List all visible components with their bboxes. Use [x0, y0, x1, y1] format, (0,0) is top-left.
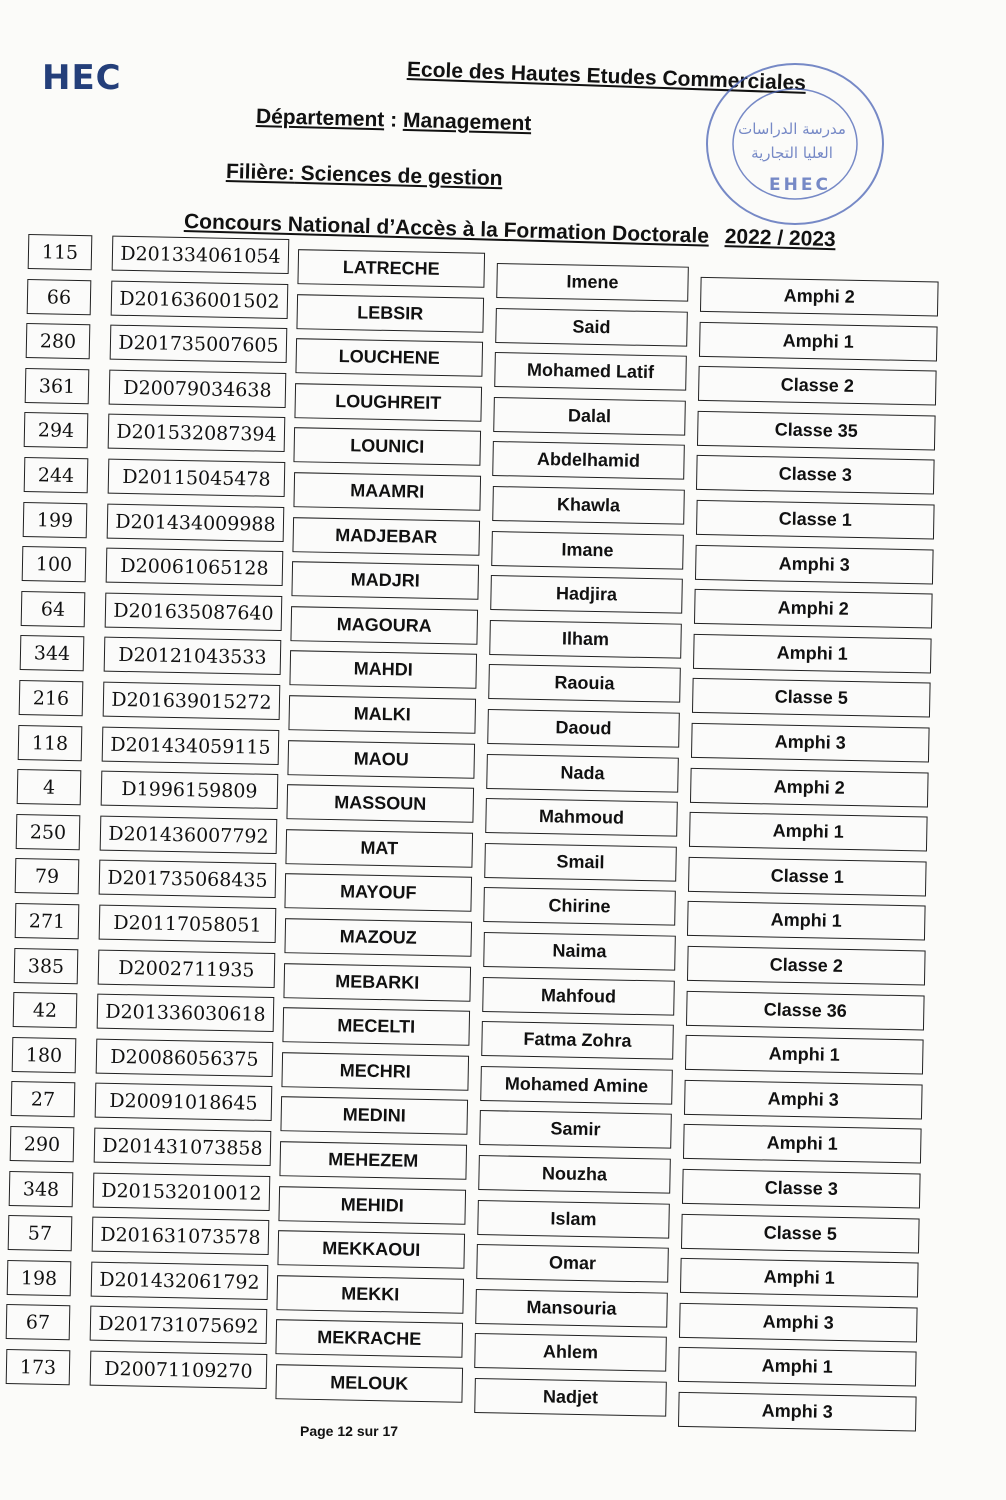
candidate-id: D20079034638	[109, 369, 287, 407]
candidate-number: 348	[9, 1171, 74, 1207]
exam-room: Classe 5	[692, 678, 931, 718]
exam-room: Classe 1	[688, 857, 927, 897]
candidate-first-name: Imane	[491, 531, 684, 570]
candidate-last-name: MEKRACHE	[276, 1320, 464, 1359]
candidate-id: D20086056375	[95, 1038, 273, 1076]
candidate-last-name: MECELTI	[282, 1007, 470, 1046]
candidate-id: D201635087640	[104, 592, 282, 630]
candidate-last-name: LOUCHENE	[296, 338, 484, 377]
candidate-number: 280	[26, 323, 91, 359]
candidate-number: 385	[13, 948, 78, 984]
candidate-first-name: Mahfoud	[482, 977, 675, 1016]
exam-room: Classe 3	[696, 455, 935, 495]
candidate-number: 173	[5, 1349, 70, 1385]
candidate-number: 244	[23, 457, 88, 493]
candidate-id: D201431073858	[94, 1128, 272, 1166]
school-name: Ecole des Hautes Etudes Commerciales	[406, 58, 807, 95]
exam-room: Classe 1	[695, 500, 934, 540]
candidate-last-name: MEKKAOUI	[278, 1230, 466, 1269]
candidate-last-name: LEBSIR	[297, 294, 485, 333]
candidate-first-name: Smail	[485, 843, 678, 882]
candidate-last-name: MADJRI	[291, 561, 479, 600]
exam-room: Amphi 3	[684, 1080, 923, 1120]
exam-room: Amphi 1	[683, 1124, 922, 1164]
candidate-first-name: Fatma Zohra	[481, 1021, 674, 1060]
academic-year: 2022 / 2023	[724, 225, 836, 252]
exam-room: Amphi 1	[687, 901, 926, 941]
candidate-id: D20115045478	[107, 459, 285, 497]
candidate-id: D20071109270	[89, 1351, 267, 1389]
exam-room: Classe 2	[698, 366, 937, 406]
exam-room: Classe 3	[682, 1169, 921, 1209]
stamp-line-3: EHEC	[769, 175, 831, 195]
exam-room: Amphi 1	[678, 1347, 917, 1387]
candidate-first-name: Said	[495, 308, 688, 347]
candidate-first-name: Chirine	[484, 887, 677, 926]
candidate-last-name: MALKI	[288, 695, 476, 734]
candidate-number: 66	[27, 279, 92, 315]
page-footer: Page 12 sur 17	[300, 1423, 399, 1439]
candidate-last-name: MEHEZEM	[279, 1141, 467, 1180]
exam-room: Amphi 2	[700, 277, 939, 317]
exam-room: Amphi 3	[679, 1303, 918, 1343]
candidate-first-name: Nada	[486, 754, 679, 793]
candidate-id: D20117058051	[98, 905, 276, 943]
candidate-id: D20061065128	[105, 548, 283, 586]
candidate-number: 57	[8, 1215, 73, 1251]
candidate-last-name: MEHIDI	[279, 1186, 467, 1225]
candidate-number: 4	[17, 769, 82, 805]
candidate-last-name: MAYOUF	[285, 874, 473, 913]
department-value: Management	[402, 108, 532, 136]
candidate-number: 361	[25, 368, 90, 404]
exam-room: Amphi 3	[677, 1392, 916, 1432]
candidate-first-name: Khawla	[492, 486, 685, 525]
stamp-line-2: العليا التجارية	[751, 144, 833, 162]
department-label: Département	[255, 105, 385, 132]
candidate-id: D201636001502	[111, 280, 289, 318]
candidate-id: D20091018645	[95, 1083, 273, 1121]
candidate-id: D201631073578	[92, 1217, 270, 1255]
exam-room: Classe 35	[697, 411, 936, 451]
candidate-first-name: Mahmoud	[485, 798, 678, 837]
candidate-id: D201334061054	[112, 236, 290, 274]
candidate-last-name: MECHRI	[281, 1052, 469, 1091]
candidate-first-name: Nouzha	[478, 1155, 671, 1194]
candidate-id: D201434059115	[102, 726, 280, 764]
exam-room: Classe 2	[686, 946, 925, 986]
candidate-id: D201735068435	[99, 860, 277, 898]
candidate-first-name: Abdelhamid	[493, 441, 686, 480]
candidate-last-name: MEKKI	[277, 1275, 465, 1314]
candidate-last-name: MADJEBAR	[292, 517, 480, 556]
candidate-number: 100	[21, 546, 86, 582]
exam-room: Amphi 2	[690, 768, 929, 808]
candidate-first-name: Mohamed Amine	[480, 1066, 673, 1105]
candidate-number: 64	[20, 591, 85, 627]
candidate-id: D2002711935	[97, 949, 275, 987]
candidate-first-name: Imene	[496, 263, 689, 302]
candidate-first-name: Islam	[477, 1200, 670, 1239]
candidate-number: 180	[11, 1037, 76, 1073]
candidate-number: 67	[6, 1304, 71, 1340]
candidate-last-name: MAHDI	[289, 651, 477, 690]
candidate-last-name: MELOUK	[275, 1364, 463, 1403]
concours-text: Concours National d’Accès à la Formation Doctorale	[183, 210, 710, 248]
candidate-number: 294	[24, 412, 89, 448]
candidate-first-name: Omar	[476, 1244, 669, 1283]
candidate-id: D201532087394	[108, 414, 286, 452]
candidate-number: 271	[14, 903, 79, 939]
candidate-first-name: Ilham	[489, 620, 682, 659]
candidate-last-name: MEBARKI	[283, 963, 471, 1002]
candidate-first-name: Samir	[479, 1110, 672, 1149]
candidate-first-name: Nadjet	[474, 1378, 667, 1417]
exam-room: Classe 36	[686, 991, 925, 1031]
candidate-id: D201432061792	[91, 1261, 269, 1299]
candidate-first-name: Mohamed Latif	[494, 352, 687, 391]
candidate-last-name: LOUNICI	[294, 428, 482, 467]
stamp-line-1: مدرسة الدراسات	[738, 120, 846, 138]
candidate-first-name: Daoud	[487, 709, 680, 748]
department-separator: :	[384, 108, 404, 132]
candidate-id: D201532010012	[93, 1172, 271, 1210]
candidate-last-name: MAZOUZ	[284, 918, 472, 957]
exam-room: Classe 5	[681, 1214, 920, 1254]
candidate-last-name: MAT	[286, 829, 474, 868]
candidate-last-name: MAOU	[288, 740, 476, 779]
candidate-number: 27	[11, 1081, 76, 1117]
candidate-number: 118	[18, 725, 83, 761]
candidate-number: 198	[7, 1260, 72, 1296]
candidate-first-name: Dalal	[494, 397, 687, 436]
candidate-last-name: MAGOURA	[290, 606, 478, 645]
candidate-number: 115	[28, 234, 93, 270]
exam-room: Amphi 1	[689, 812, 928, 852]
candidate-id: D201436007792	[100, 815, 278, 853]
candidate-id: D201434009988	[106, 503, 284, 541]
candidate-id: D201735007605	[110, 325, 288, 363]
candidate-last-name: MEDINI	[280, 1097, 468, 1136]
candidate-last-name: MAAMRI	[293, 472, 481, 511]
candidate-number: 42	[12, 992, 77, 1028]
candidate-id: D201639015272	[103, 682, 281, 720]
candidate-id: D20121043533	[104, 637, 282, 675]
candidate-number: 216	[19, 680, 84, 716]
candidate-number: 79	[15, 858, 80, 894]
candidate-number: 250	[16, 814, 81, 850]
exam-room: Amphi 2	[694, 589, 933, 629]
candidate-number: 290	[10, 1126, 75, 1162]
candidate-first-name: Mansouria	[476, 1289, 669, 1328]
exam-room: Amphi 1	[693, 634, 932, 674]
exam-room: Amphi 1	[699, 322, 938, 362]
candidate-last-name: LOUGHREIT	[295, 383, 483, 422]
exam-room: Amphi 3	[691, 723, 930, 763]
filiere-value: Sciences de gestion	[294, 161, 503, 191]
exam-room: Amphi 1	[685, 1035, 924, 1075]
candidate-id: D1996159809	[101, 771, 279, 809]
candidate-first-name: Ahlem	[475, 1333, 668, 1372]
candidate-last-name: LATRECHE	[297, 249, 485, 288]
logo-text: HEC	[42, 58, 122, 98]
exam-room: Amphi 1	[680, 1258, 919, 1298]
exam-room: Amphi 3	[695, 545, 934, 585]
candidate-id: D201731075692	[90, 1306, 268, 1344]
candidate-number: 199	[22, 502, 87, 538]
candidate-first-name: Hadjira	[490, 575, 683, 614]
candidate-first-name: Raouia	[488, 664, 681, 703]
filiere-label: Filière:	[225, 160, 296, 185]
candidate-id: D201336030618	[96, 994, 274, 1032]
candidate-first-name: Naima	[483, 932, 676, 971]
candidate-last-name: MASSOUN	[287, 784, 475, 823]
candidate-number: 344	[20, 635, 85, 671]
